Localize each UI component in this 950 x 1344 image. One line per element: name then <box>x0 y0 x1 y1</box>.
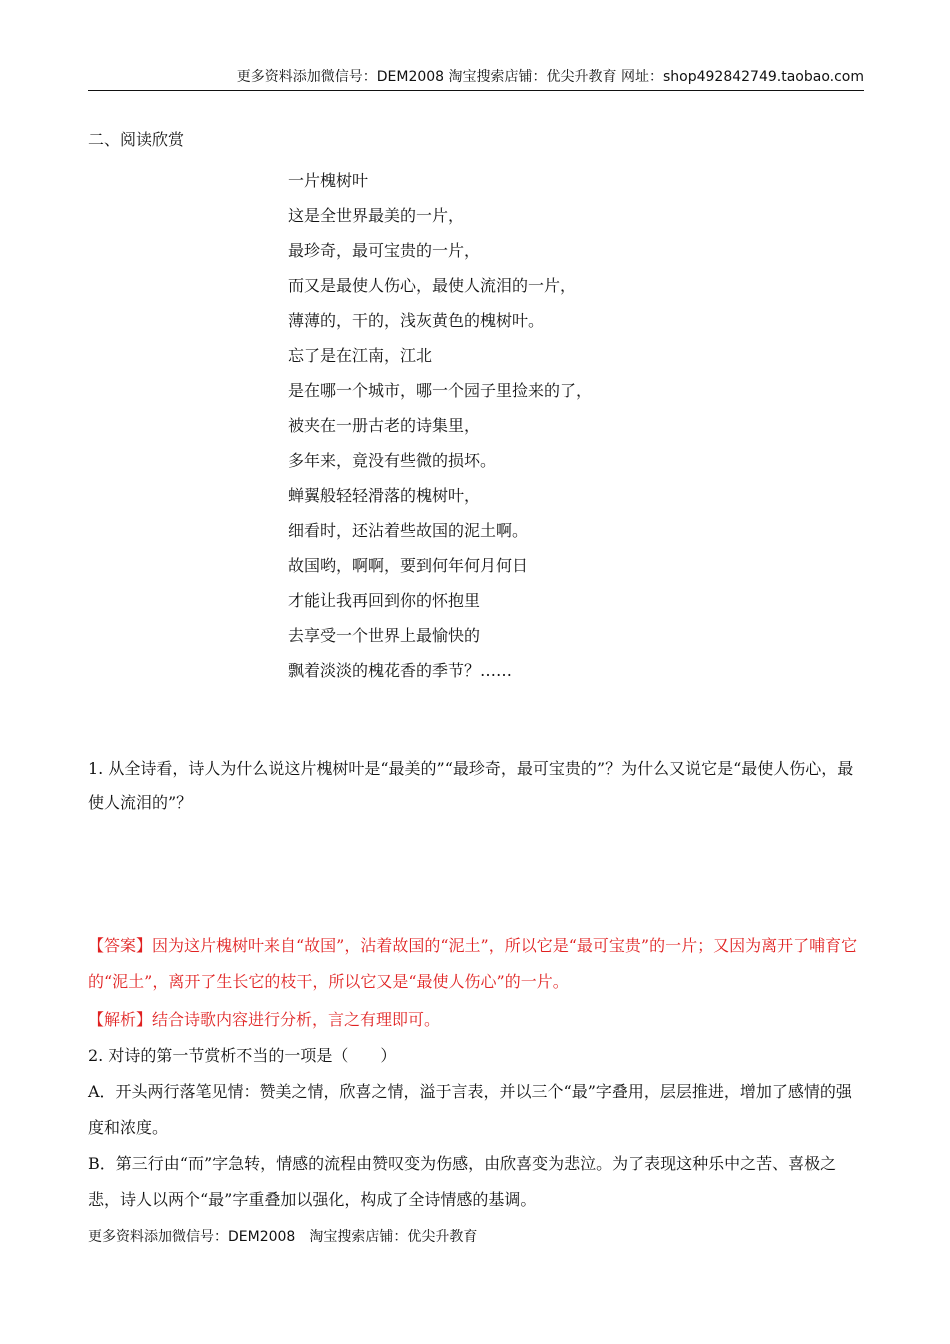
answer-1: 【答案】因为这片槐树叶来自“故国”，沾着故国的“泥土”，所以它是“最可宝贵”的一片；又因为离开了哺育它的“泥土”，离开了生长它的枝干，所以它又是“最使人伤心”的一片。 <box>88 936 858 991</box>
poem-line: 这是全世界最美的一片， <box>288 206 465 225</box>
poem-line: 而又是最使人伤心，最使人流泪的一片， <box>288 276 577 295</box>
poem-line: 是在哪一个城市，哪一个园子里捡来的了， <box>288 381 593 400</box>
page-header: 更多资料添加微信号：DEM2008 淘宝搜索店铺：优尖升教育 网址：shop492842749.taobao.com <box>236 69 864 85</box>
poem <box>288 163 592 688</box>
section-title: 二、阅读欣赏 <box>88 130 185 149</box>
poem-line: 去享受一个世界上最愉快的 <box>288 626 481 645</box>
question-2-option-b: B．第三行由“而”字急转，情感的流程由赞叹变为伤感，由欣喜变为悲泣。为了表现这种乐中之苦、喜极之悲，诗人以两个“最”字重叠加以强化，构成了全诗情感的基调。 <box>88 1154 837 1209</box>
question-2: 2. 对诗的第一节赏析不当的一项是（ ） <box>88 1046 397 1065</box>
header-divider <box>88 90 864 91</box>
poem-line: 飘着淡淡的槐花香的季节？…… <box>288 661 513 680</box>
poem-line: 忘了是在江南，江北 <box>288 346 433 365</box>
page-footer: 更多资料添加微信号：DEM2008 淘宝搜索店铺：优尖升教育 <box>88 1229 478 1245</box>
poem-line: 才能让我再回到你的怀抱里 <box>288 591 481 610</box>
poem-line: 蝉翼般轻轻滑落的槐树叶， <box>288 486 481 505</box>
poem-line: 多年来，竟没有些微的损坏。 <box>288 451 497 470</box>
poem-line: 最珍奇，最可宝贵的一片， <box>288 241 481 260</box>
poem-line: 被夹在一册古老的诗集里， <box>288 416 481 435</box>
poem-line: 薄薄的，干的，浅灰黄色的槐树叶。 <box>288 311 545 330</box>
poem-title: 一片槐树叶 <box>288 171 369 190</box>
question-2-option-a: A．开头两行落笔见情：赞美之情，欣喜之情，溢于言表，并以三个“最”字叠用，层层推进，增加了感情的强度和浓度。 <box>88 1082 852 1137</box>
analysis-1: 【解析】结合诗歌内容进行分析，言之有理即可。 <box>88 1010 441 1029</box>
poem-line: 细看时，还沾着些故国的泥土啊。 <box>288 521 529 540</box>
question-1: 1. 从全诗看，诗人为什么说这片槐树叶是“最美的”“最珍奇，最可宝贵的”？为什么又说它是“最使人伤心，最使人流泪的”？ <box>88 759 854 812</box>
poem-line: 故国哟，啊啊，要到何年何月何日 <box>288 556 529 575</box>
